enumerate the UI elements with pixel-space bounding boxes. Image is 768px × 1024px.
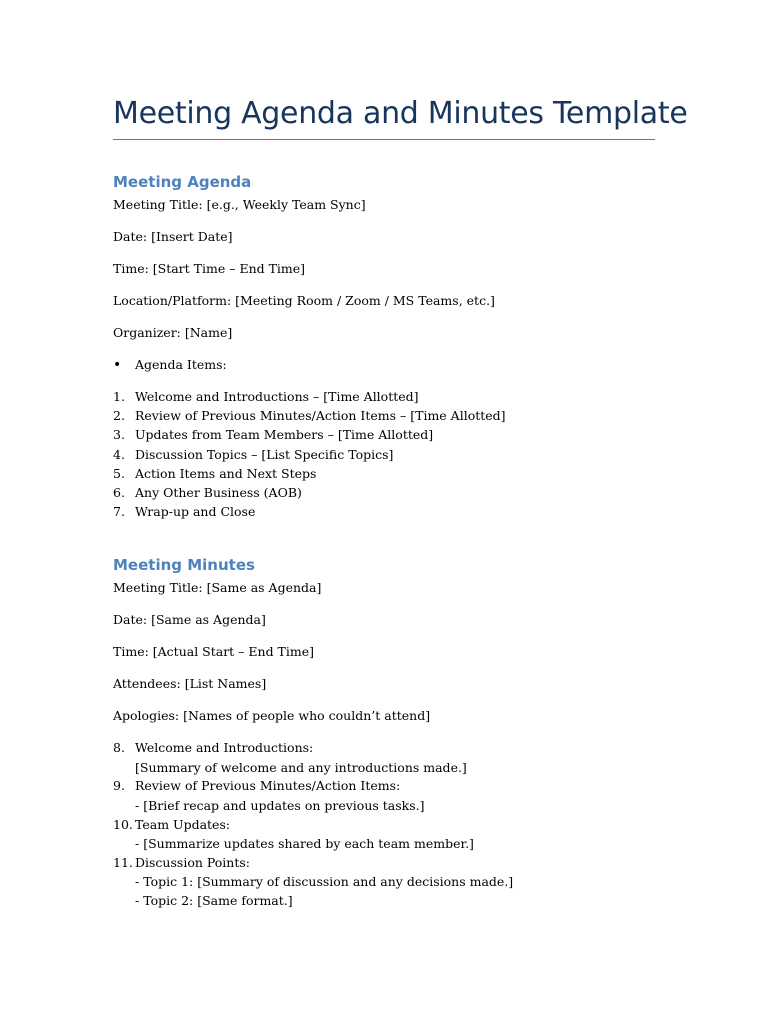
list-number: 1. (113, 389, 125, 404)
list-item-text: Discussion Topics – [List Specific Topics] (135, 447, 394, 462)
minutes-field-apologies: Apologies: [Names of people who couldn’t attend] (113, 708, 431, 723)
list-item-text: Welcome and Introductions: (135, 740, 314, 755)
agenda-field-organizer: Organizer: [Name] (113, 325, 233, 340)
list-item-text: Action Items and Next Steps (135, 466, 317, 481)
minutes-heading: Meeting Minutes (113, 556, 255, 574)
list-number: 6. (113, 485, 125, 500)
minutes-field-attendees: Attendees: [List Names] (113, 676, 267, 691)
bullet-label: Agenda Items: (135, 357, 227, 372)
bullet-icon: • (113, 357, 122, 373)
list-number: 3. (113, 427, 125, 442)
agenda-heading: Meeting Agenda (113, 173, 252, 191)
list-number: 2. (113, 408, 125, 423)
list-number: 10. (113, 817, 133, 832)
list-item-text: Discussion Points: (135, 855, 250, 870)
detail-text: - [Brief recap and updates on previous tasks.] (135, 798, 425, 813)
detail-text: [Summary of welcome and any introductions made.] (135, 760, 467, 775)
list-number: 11. (113, 855, 133, 870)
list-number: 7. (113, 504, 125, 519)
list-item-text: Wrap-up and Close (135, 504, 256, 519)
list-item-text: Updates from Team Members – [Time Allotted] (135, 427, 434, 442)
agenda-field-time: Time: [Start Time – End Time] (113, 261, 306, 276)
list-item-text: Review of Previous Minutes/Action Items: (135, 778, 401, 793)
agenda-field-location: Location/Platform: [Meeting Room / Zoom / MS Teams, etc.] (113, 293, 495, 308)
document-title: Meeting Agenda and Minutes Template (113, 96, 688, 131)
minutes-field-date: Date: [Same as Agenda] (113, 612, 266, 627)
list-item-text: Review of Previous Minutes/Action Items – [Time Allotted] (135, 408, 506, 423)
agenda-field-meeting-title: Meeting Title: [e.g., Weekly Team Sync] (113, 197, 366, 212)
list-item-text: Team Updates: (135, 817, 231, 832)
detail-text: - Topic 2: [Same format.] (135, 893, 293, 908)
list-number: 5. (113, 466, 125, 481)
title-underline (113, 139, 655, 140)
list-item-text: Any Other Business (AOB) (135, 485, 302, 500)
detail-text: - [Summarize updates shared by each team member.] (135, 836, 474, 851)
detail-text: - Topic 1: [Summary of discussion and any decisions made.] (135, 874, 514, 889)
minutes-field-time: Time: [Actual Start – End Time] (113, 644, 315, 659)
list-item-text: Welcome and Introductions – [Time Allotted] (135, 389, 419, 404)
list-number: 4. (113, 447, 125, 462)
list-number: 8. (113, 740, 125, 755)
minutes-field-meeting-title: Meeting Title: [Same as Agenda] (113, 580, 322, 595)
agenda-field-date: Date: [Insert Date] (113, 229, 233, 244)
list-number: 9. (113, 778, 125, 793)
